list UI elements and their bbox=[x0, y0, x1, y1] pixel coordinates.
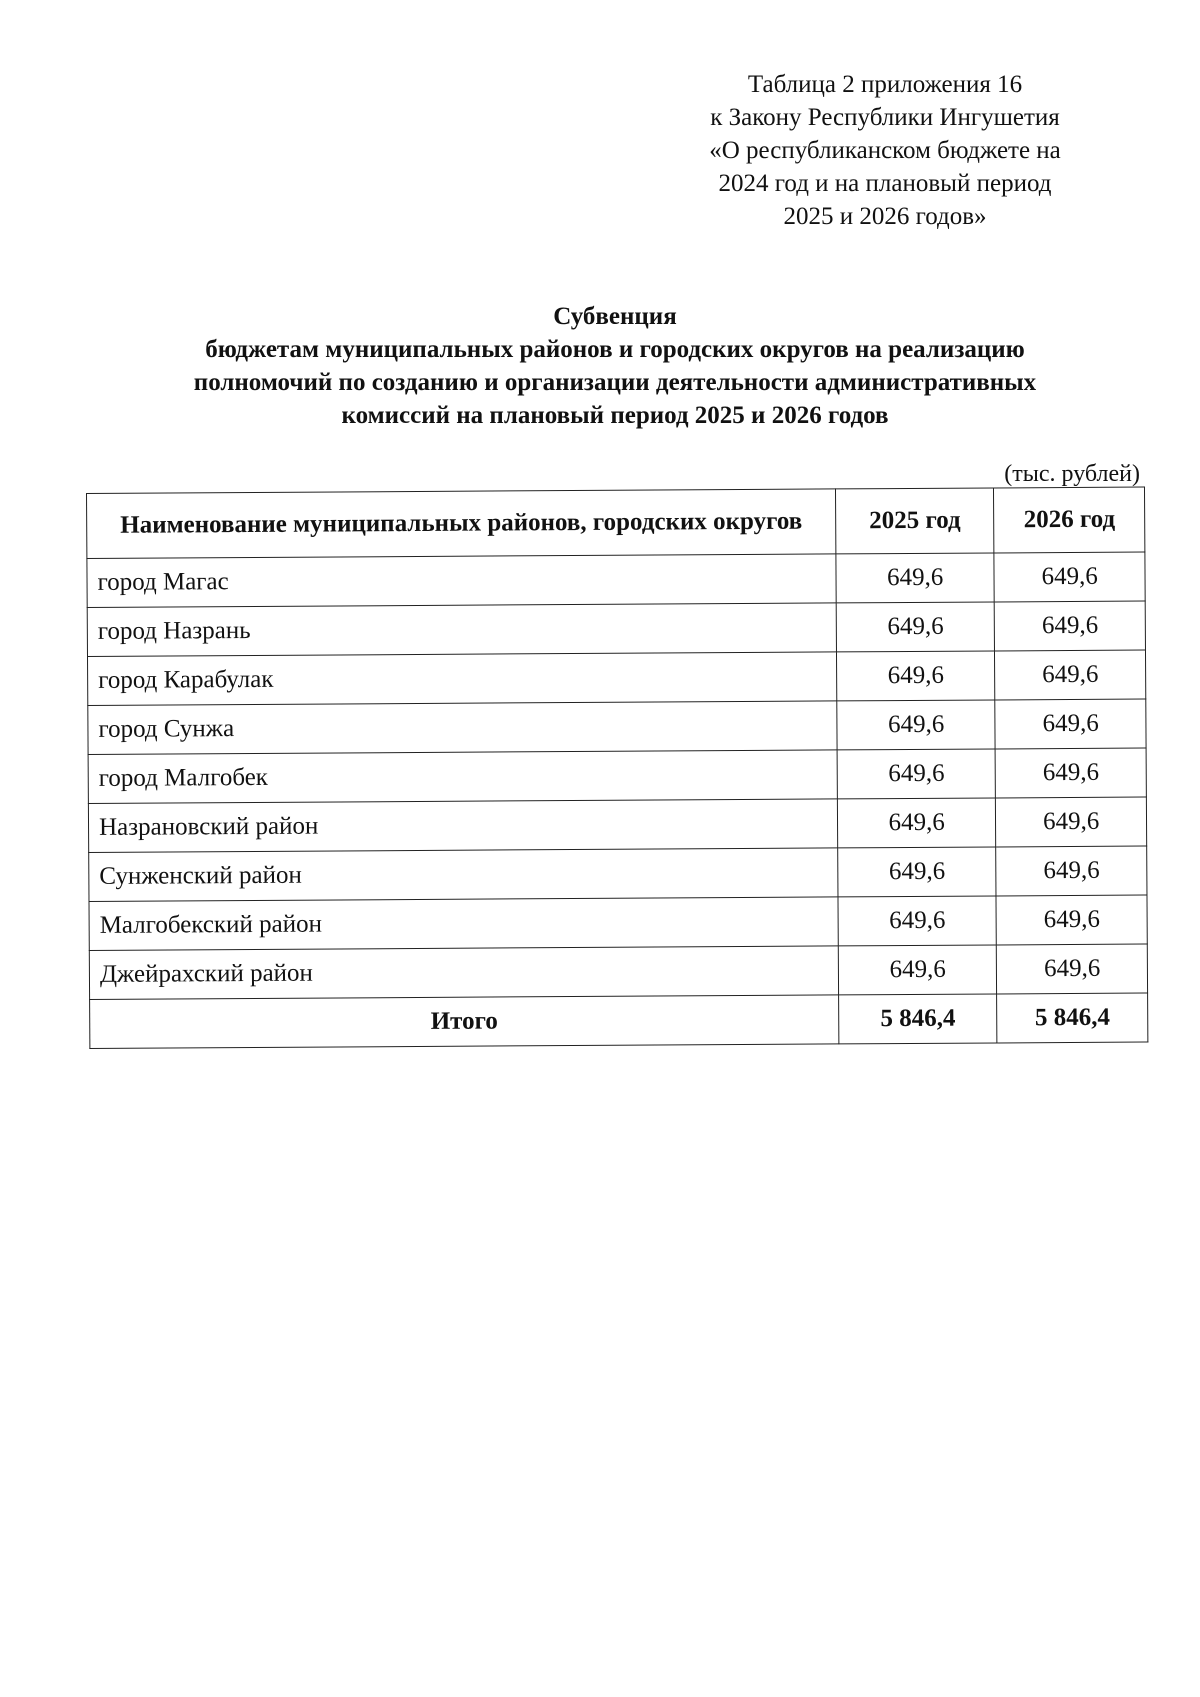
table-row bbox=[88, 748, 1146, 803]
title-line: бюджетам муниципальных районов и городских округов на реализацию bbox=[205, 336, 1025, 363]
row-name: город Малгобек bbox=[88, 750, 837, 804]
table-row bbox=[87, 552, 1145, 607]
total-label: Итого bbox=[90, 995, 839, 1049]
row-value-2025: 649,6 bbox=[837, 700, 996, 750]
row-value-2025: 649,6 bbox=[838, 847, 997, 897]
appendix-note-line: к Закону Республики Ингушетия bbox=[710, 104, 1060, 131]
units-note: (тыс. рублей) bbox=[1004, 461, 1140, 487]
header-2025: 2025 год bbox=[836, 488, 995, 554]
appendix-note-line: Таблица 2 приложения 16 bbox=[747, 71, 1023, 98]
table-row bbox=[87, 601, 1145, 656]
table-row bbox=[89, 846, 1147, 901]
table-row bbox=[88, 699, 1146, 754]
row-value-2025: 649,6 bbox=[837, 749, 996, 799]
row-value-2026: 649,6 bbox=[996, 846, 1147, 896]
row-name: Джейрахский район bbox=[89, 946, 838, 1000]
appendix-note-line: 2024 год и на плановый период bbox=[718, 170, 1052, 197]
appendix-note-line: 2025 и 2026 годов» bbox=[783, 203, 987, 230]
row-name: город Сунжа bbox=[88, 701, 837, 755]
total-value-2026: 5 846,4 bbox=[997, 993, 1148, 1043]
table-header-row bbox=[87, 487, 1145, 558]
row-name: город Назрань bbox=[87, 603, 836, 657]
table-total-row bbox=[90, 993, 1148, 1048]
title-line: полномочий по созданию и организации деятельности административных bbox=[193, 369, 1037, 396]
row-name: Назрановский район bbox=[88, 799, 837, 853]
row-value-2026: 649,6 bbox=[996, 797, 1147, 847]
appendix-note bbox=[660, 68, 1110, 233]
row-name: город Карабулак bbox=[87, 652, 836, 706]
table-row bbox=[89, 895, 1147, 950]
table-row bbox=[89, 944, 1147, 999]
row-value-2025: 649,6 bbox=[838, 945, 997, 995]
row-value-2026: 649,6 bbox=[996, 748, 1147, 798]
row-value-2025: 649,6 bbox=[837, 798, 996, 848]
title-line: комиссий на плановый период 2025 и 2026 годов bbox=[341, 402, 889, 429]
row-value-2025: 649,6 bbox=[838, 896, 997, 946]
row-value-2026: 649,6 bbox=[996, 895, 1147, 945]
title-line: Субвенция bbox=[553, 303, 677, 330]
table-row bbox=[88, 797, 1146, 852]
row-value-2026: 649,6 bbox=[994, 552, 1145, 602]
header-2026: 2026 год bbox=[994, 487, 1145, 553]
appendix-note-line: «О республиканском бюджете на bbox=[709, 137, 1061, 164]
row-value-2026: 649,6 bbox=[995, 601, 1146, 651]
row-value-2025: 649,6 bbox=[837, 651, 996, 701]
row-name: город Магас bbox=[87, 554, 836, 608]
header-name: Наименование муниципальных районов, городских округов bbox=[87, 489, 836, 559]
row-name: Сунженский район bbox=[89, 848, 838, 902]
row-name: Малгобекский район bbox=[89, 897, 838, 951]
row-value-2026: 649,6 bbox=[995, 699, 1146, 749]
total-value-2025: 5 846,4 bbox=[839, 994, 998, 1044]
row-value-2025: 649,6 bbox=[836, 602, 995, 652]
document-title bbox=[100, 300, 1130, 432]
row-value-2026: 649,6 bbox=[997, 944, 1148, 994]
row-value-2026: 649,6 bbox=[995, 650, 1146, 700]
subsidy-table bbox=[86, 487, 1148, 1049]
table-row bbox=[87, 650, 1145, 705]
row-value-2025: 649,6 bbox=[836, 553, 995, 603]
